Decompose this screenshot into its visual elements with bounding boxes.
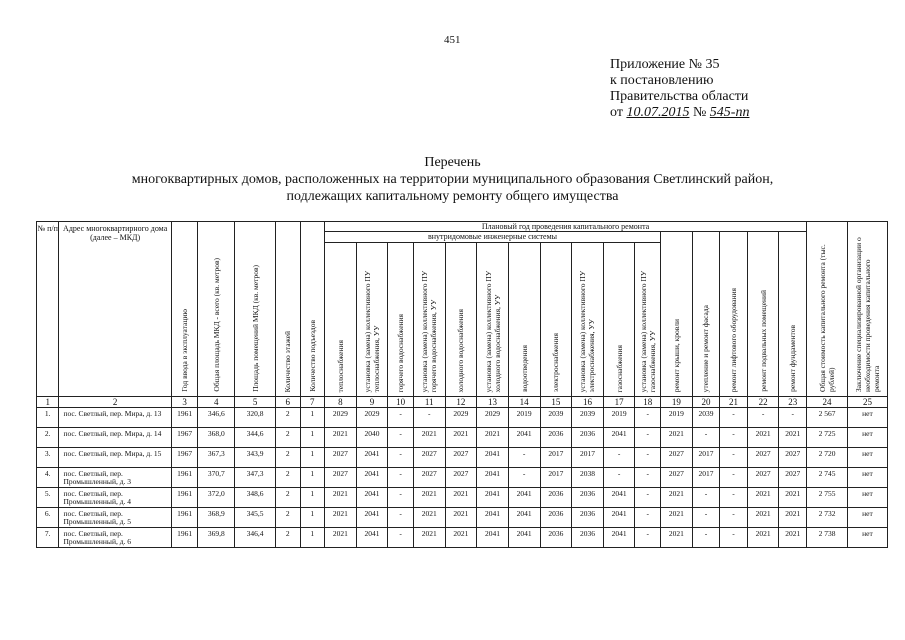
header-system-col: горячего водоснабжения	[396, 313, 406, 392]
table-cell: 320,8	[235, 408, 276, 428]
appendix-line-1: Приложение № 35	[610, 57, 720, 72]
header-area-premises-cell	[235, 222, 276, 397]
table-cell: 2036	[540, 528, 572, 548]
table-cell: 2027	[325, 468, 357, 488]
table-cell: пос. Светлый, пер. Промышленный, д. 4	[59, 488, 171, 508]
table-cell: 2041	[356, 448, 388, 468]
table-cell: нет	[847, 468, 887, 488]
table-cell: -	[720, 448, 748, 468]
table-cell: 2 732	[807, 508, 848, 528]
column-number: 23	[779, 397, 807, 408]
table-row	[37, 488, 888, 508]
table-cell: 2019	[661, 408, 693, 428]
table-cell: 2036	[572, 508, 604, 528]
header-area-premises: Площадь помещений МКД (кв. метров)	[250, 265, 260, 392]
header-conclusion: Заключение специализированной организации о необходимости проведения капитального ремонта	[853, 237, 881, 392]
header-cost: Общая стоимость капитального ремонта (тыс. рублей)	[818, 244, 837, 392]
table-cell: 5.	[37, 488, 59, 508]
header-other-cell	[720, 232, 748, 397]
table-cell: 2.	[37, 428, 59, 448]
table-cell: 2036	[540, 428, 572, 448]
table-cell: -	[413, 408, 445, 428]
table-cell: 2041	[477, 468, 509, 488]
table-cell: 2021	[413, 428, 445, 448]
header-system-col: теплоснабжения	[335, 339, 345, 392]
column-number: 19	[661, 397, 693, 408]
table-cell: 2017	[540, 468, 572, 488]
date-value: 10.07.2015	[626, 105, 690, 120]
number-prefix: №	[692, 105, 707, 120]
title-line-3: подлежащих капитальному ремонту общего имущества	[286, 189, 619, 204]
table-cell: 2027	[445, 448, 477, 468]
table-cell: 2027	[661, 468, 693, 488]
table-cell: -	[508, 468, 540, 488]
column-number: 20	[692, 397, 720, 408]
table-cell: нет	[847, 408, 887, 428]
header-entrances-cell	[300, 222, 325, 397]
header-system-cell	[635, 242, 661, 396]
table-cell: 2041	[356, 528, 388, 548]
header-system-cell	[388, 242, 414, 396]
header-system-col: установка (замена) коллективного ПУ теплоснабжения, УУ	[363, 270, 382, 392]
table-cell: 3.	[37, 448, 59, 468]
header-other-cell	[747, 232, 779, 397]
table-cell: -	[388, 488, 414, 508]
table-cell: 2036	[540, 488, 572, 508]
table-cell: 2021	[661, 528, 693, 548]
table-cell: 372,0	[198, 488, 235, 508]
table-cell: 2019	[603, 408, 635, 428]
table-body	[37, 408, 888, 548]
table-cell: 2021	[325, 528, 357, 548]
table-cell: 6.	[37, 508, 59, 528]
table-cell: 344,6	[235, 428, 276, 448]
table-cell: 2029	[445, 408, 477, 428]
header-system-col: установка (замена) коллективного ПУ газоснабжения, УУ	[638, 270, 657, 392]
column-number: 22	[747, 397, 779, 408]
table-cell: 1	[300, 508, 325, 528]
table-cell: пос. Светлый, пер. Мира, д. 14	[59, 428, 171, 448]
column-number: 14	[508, 397, 540, 408]
table-cell: -	[388, 408, 414, 428]
table-cell: пос. Светлый, пер. Промышленный, д. 3	[59, 468, 171, 488]
table-cell: 7.	[37, 528, 59, 548]
header-system-col: установка (замена) коллективного ПУ холодного водоснабжения, УУ	[483, 270, 502, 392]
column-number: 15	[540, 397, 572, 408]
column-number: 16	[572, 397, 604, 408]
table-cell: -	[388, 508, 414, 528]
table-cell: 2041	[603, 508, 635, 528]
table-cell: 370,7	[198, 468, 235, 488]
table-cell: 2039	[692, 408, 720, 428]
table-cell: 345,5	[235, 508, 276, 528]
table-cell: 2021	[779, 488, 807, 508]
table-cell: 2027	[413, 448, 445, 468]
column-number: 25	[847, 397, 887, 408]
table-cell: 2 755	[807, 488, 848, 508]
header-area-total: Общая площадь МКД - всего (кв. метров)	[211, 258, 221, 392]
table-cell: 2021	[747, 528, 779, 548]
header-year-cell	[171, 222, 198, 397]
page-number: 451	[444, 34, 461, 46]
header-system-col: холодного водоснабжения	[456, 308, 466, 392]
table-cell: 2029	[356, 408, 388, 428]
appendix-block	[610, 57, 749, 121]
table-cell: -	[635, 428, 661, 448]
column-number: 21	[720, 397, 748, 408]
table-cell: 346,6	[198, 408, 235, 428]
table-cell: 2021	[779, 528, 807, 548]
table-cell: 4.	[37, 468, 59, 488]
table-cell: 2021	[413, 528, 445, 548]
table-cell: -	[635, 528, 661, 548]
table-cell: -	[635, 508, 661, 528]
header-cost-cell	[807, 222, 848, 397]
table-cell: -	[603, 448, 635, 468]
column-number-row	[37, 397, 888, 408]
table-cell: 2041	[603, 428, 635, 448]
table-row	[37, 528, 888, 548]
table-cell: 1	[300, 528, 325, 548]
table-cell: -	[692, 428, 720, 448]
table-cell: 2019	[508, 408, 540, 428]
header-entrances: Количество подъездов	[307, 320, 317, 392]
table-cell: 2041	[477, 528, 509, 548]
table-cell: нет	[847, 508, 887, 528]
header-system-col: водоотведения	[519, 345, 529, 392]
table-cell: 1961	[171, 528, 198, 548]
table-cell: 2027	[445, 468, 477, 488]
table-cell: 2041	[508, 508, 540, 528]
table-cell: 1961	[171, 468, 198, 488]
header-system-col: газоснабжения	[614, 344, 624, 392]
table-cell: -	[692, 508, 720, 528]
column-number: 9	[356, 397, 388, 408]
table-cell: 2041	[603, 528, 635, 548]
table-cell: 2021	[477, 428, 509, 448]
table-cell: 2040	[356, 428, 388, 448]
table-cell: 2027	[779, 468, 807, 488]
table-cell: -	[388, 428, 414, 448]
table-cell: 2	[276, 428, 301, 448]
column-number: 17	[603, 397, 635, 408]
header-area-total-cell	[198, 222, 235, 397]
table-cell: 2029	[477, 408, 509, 428]
table-cell: 1961	[171, 488, 198, 508]
table-cell: -	[692, 488, 720, 508]
appendix-line-3: Правительства области	[610, 89, 749, 104]
table-cell: нет	[847, 428, 887, 448]
column-number: 1	[37, 397, 59, 408]
table-cell: -	[388, 448, 414, 468]
table-cell: нет	[847, 448, 887, 468]
table-cell: 2017	[572, 448, 604, 468]
table-cell: 2021	[779, 508, 807, 528]
table-cell: 1967	[171, 448, 198, 468]
table-row	[37, 428, 888, 448]
table-cell: -	[603, 468, 635, 488]
table-cell: 2041	[603, 488, 635, 508]
table-cell: 2041	[477, 508, 509, 528]
table-cell: -	[779, 408, 807, 428]
table-cell: 347,3	[235, 468, 276, 488]
header-other-col: ремонт крыши, кровли	[671, 318, 681, 392]
table-cell: 2021	[325, 488, 357, 508]
table-cell: пос. Светлый, пер. Промышленный, д. 6	[59, 528, 171, 548]
appendix-date-line	[610, 105, 749, 121]
table-cell: 2 720	[807, 448, 848, 468]
table-cell: 2021	[747, 488, 779, 508]
table-cell: нет	[847, 528, 887, 548]
table-cell: 2021	[445, 428, 477, 448]
header-other-cell	[779, 232, 807, 397]
table-cell: 343,9	[235, 448, 276, 468]
table-cell: 2021	[413, 488, 445, 508]
table-cell: 368,0	[198, 428, 235, 448]
title-line-2: многоквартирных домов, расположенных на территории муниципального образования Светлинский район,	[131, 172, 774, 187]
table-cell: 2 725	[807, 428, 848, 448]
table-cell: -	[720, 408, 748, 428]
table-cell: 2021	[445, 488, 477, 508]
table-cell: 2	[276, 508, 301, 528]
header-other-col: ремонт фундаментов	[788, 325, 798, 392]
header-system-cell	[540, 242, 572, 396]
table-row	[37, 408, 888, 428]
table-cell: 2017	[692, 448, 720, 468]
table-cell: 2027	[413, 468, 445, 488]
table-head	[37, 222, 888, 408]
table-cell: -	[692, 528, 720, 548]
table-cell: 2041	[477, 448, 509, 468]
column-number: 7	[300, 397, 325, 408]
table-cell: -	[720, 468, 748, 488]
table-cell: 369,8	[198, 528, 235, 548]
table-cell: -	[635, 468, 661, 488]
table-cell: 2027	[661, 448, 693, 468]
header-system-col: электроснабжения	[551, 333, 561, 392]
repair-table	[36, 221, 888, 548]
table-cell: -	[635, 408, 661, 428]
table-cell: 346,4	[235, 528, 276, 548]
table-cell: -	[388, 468, 414, 488]
table-cell: 2021	[413, 508, 445, 528]
header-other-col: утепление и ремонт фасада	[701, 304, 711, 392]
table-cell: пос. Светлый, пер. Мира, д. 13	[59, 408, 171, 428]
table-cell: 2021	[661, 428, 693, 448]
table-cell: 2021	[661, 488, 693, 508]
header-other-col: ремонт лифтового оборудования	[729, 287, 739, 392]
table-cell: 1	[300, 468, 325, 488]
table-cell: 1	[300, 488, 325, 508]
column-number: 6	[276, 397, 301, 408]
table-cell: -	[635, 488, 661, 508]
table-row	[37, 508, 888, 528]
table-cell: 2041	[508, 428, 540, 448]
header-system-cell	[413, 242, 445, 396]
column-number: 5	[235, 397, 276, 408]
column-number: 8	[325, 397, 357, 408]
table-cell: 2038	[572, 468, 604, 488]
table-cell: 2021	[747, 508, 779, 528]
number-value: 545-пп	[709, 105, 750, 120]
header-other-cell	[692, 232, 720, 397]
table-cell: 1.	[37, 408, 59, 428]
table-cell: 2017	[692, 468, 720, 488]
table-cell: 2	[276, 448, 301, 468]
table-cell: 2	[276, 468, 301, 488]
table-cell: -	[720, 428, 748, 448]
table-cell: пос. Светлый, пер. Промышленный, д. 5	[59, 508, 171, 528]
table-row	[37, 448, 888, 468]
table-cell: пос. Светлый, пер. Мира, д. 15	[59, 448, 171, 468]
table-cell: 2	[276, 488, 301, 508]
table-cell: 2021	[445, 528, 477, 548]
header-system-cell	[356, 242, 388, 396]
header-system-cell	[508, 242, 540, 396]
column-number: 18	[635, 397, 661, 408]
header-other-col: ремонт подвальных помещений	[758, 290, 768, 392]
header-year: Год ввода в эксплуатацию	[180, 309, 190, 392]
column-number: 12	[445, 397, 477, 408]
header-system-cell	[572, 242, 604, 396]
table-cell: 2027	[779, 448, 807, 468]
table-cell: -	[720, 528, 748, 548]
table-cell: 1	[300, 448, 325, 468]
title-line-1: Перечень	[424, 155, 481, 170]
table-cell: 2036	[540, 508, 572, 528]
table-cell: 2021	[661, 508, 693, 528]
table-cell: 2027	[747, 448, 779, 468]
table-cell: 1961	[171, 508, 198, 528]
table-cell: 2017	[540, 448, 572, 468]
table-cell: 2041	[356, 468, 388, 488]
table-cell: 1967	[171, 428, 198, 448]
table-cell: 368,9	[198, 508, 235, 528]
table-cell: 2021	[747, 428, 779, 448]
table-cell: -	[720, 508, 748, 528]
header-system-col: установка (замена) коллективного ПУ горячего водоснабжения, УУ	[420, 270, 439, 392]
table-cell: -	[388, 528, 414, 548]
table-cell: 2021	[445, 508, 477, 528]
header-floors-cell	[276, 222, 301, 397]
table-cell: 367,3	[198, 448, 235, 468]
table-cell: 2039	[572, 408, 604, 428]
table-row	[37, 468, 888, 488]
column-number: 11	[413, 397, 445, 408]
table-cell: 2 745	[807, 468, 848, 488]
header-system-cell	[445, 242, 477, 396]
column-number: 3	[171, 397, 198, 408]
table-cell: 1	[300, 408, 325, 428]
column-number: 4	[198, 397, 235, 408]
header-systems: внутридомовые инженерные системы	[325, 232, 661, 243]
header-conclusion-cell	[847, 222, 887, 397]
table-cell: 2	[276, 528, 301, 548]
table-cell: 2041	[508, 488, 540, 508]
table-cell: 2036	[572, 428, 604, 448]
header-system-col: установка (замена) коллективного ПУ электроснабжения, УУ	[578, 270, 597, 392]
column-number: 2	[59, 397, 171, 408]
table-cell: 2	[276, 408, 301, 428]
table-cell: 1	[300, 428, 325, 448]
document-title	[0, 154, 905, 205]
table-cell: 2029	[325, 408, 357, 428]
header-other-cell	[661, 232, 693, 397]
header-system-cell	[477, 242, 509, 396]
table-cell: 2021	[325, 428, 357, 448]
table-cell: -	[720, 488, 748, 508]
table-cell: 2041	[508, 528, 540, 548]
header-address: Адрес многоквартирного дома (далее – МКД)	[59, 222, 171, 397]
table-cell: 348,6	[235, 488, 276, 508]
table-cell: 2041	[356, 488, 388, 508]
table-cell: 2041	[477, 488, 509, 508]
table-cell: нет	[847, 488, 887, 508]
header-plan: Плановый год проведения капитального ремонта	[325, 222, 807, 232]
table-cell: 2036	[572, 488, 604, 508]
header-system-cell	[325, 242, 357, 396]
column-number: 13	[477, 397, 509, 408]
header-no: № п/п	[37, 222, 59, 397]
table-cell: 2021	[325, 508, 357, 528]
table-cell: 2 567	[807, 408, 848, 428]
table-cell: -	[508, 448, 540, 468]
header-floors: Количество этажей	[283, 330, 293, 392]
appendix-line-2: к постановлению	[610, 73, 714, 88]
table-cell: 2039	[540, 408, 572, 428]
column-number: 24	[807, 397, 848, 408]
table-cell: -	[635, 448, 661, 468]
column-number: 10	[388, 397, 414, 408]
table-cell: 2027	[747, 468, 779, 488]
date-prefix: от	[610, 105, 623, 120]
table-cell: -	[747, 408, 779, 428]
table-cell: 2 738	[807, 528, 848, 548]
header-system-cell	[603, 242, 635, 396]
table-cell: 2021	[779, 428, 807, 448]
table-cell: 2036	[572, 528, 604, 548]
table-cell: 1961	[171, 408, 198, 428]
table-cell: 2041	[356, 508, 388, 528]
table-cell: 2027	[325, 448, 357, 468]
